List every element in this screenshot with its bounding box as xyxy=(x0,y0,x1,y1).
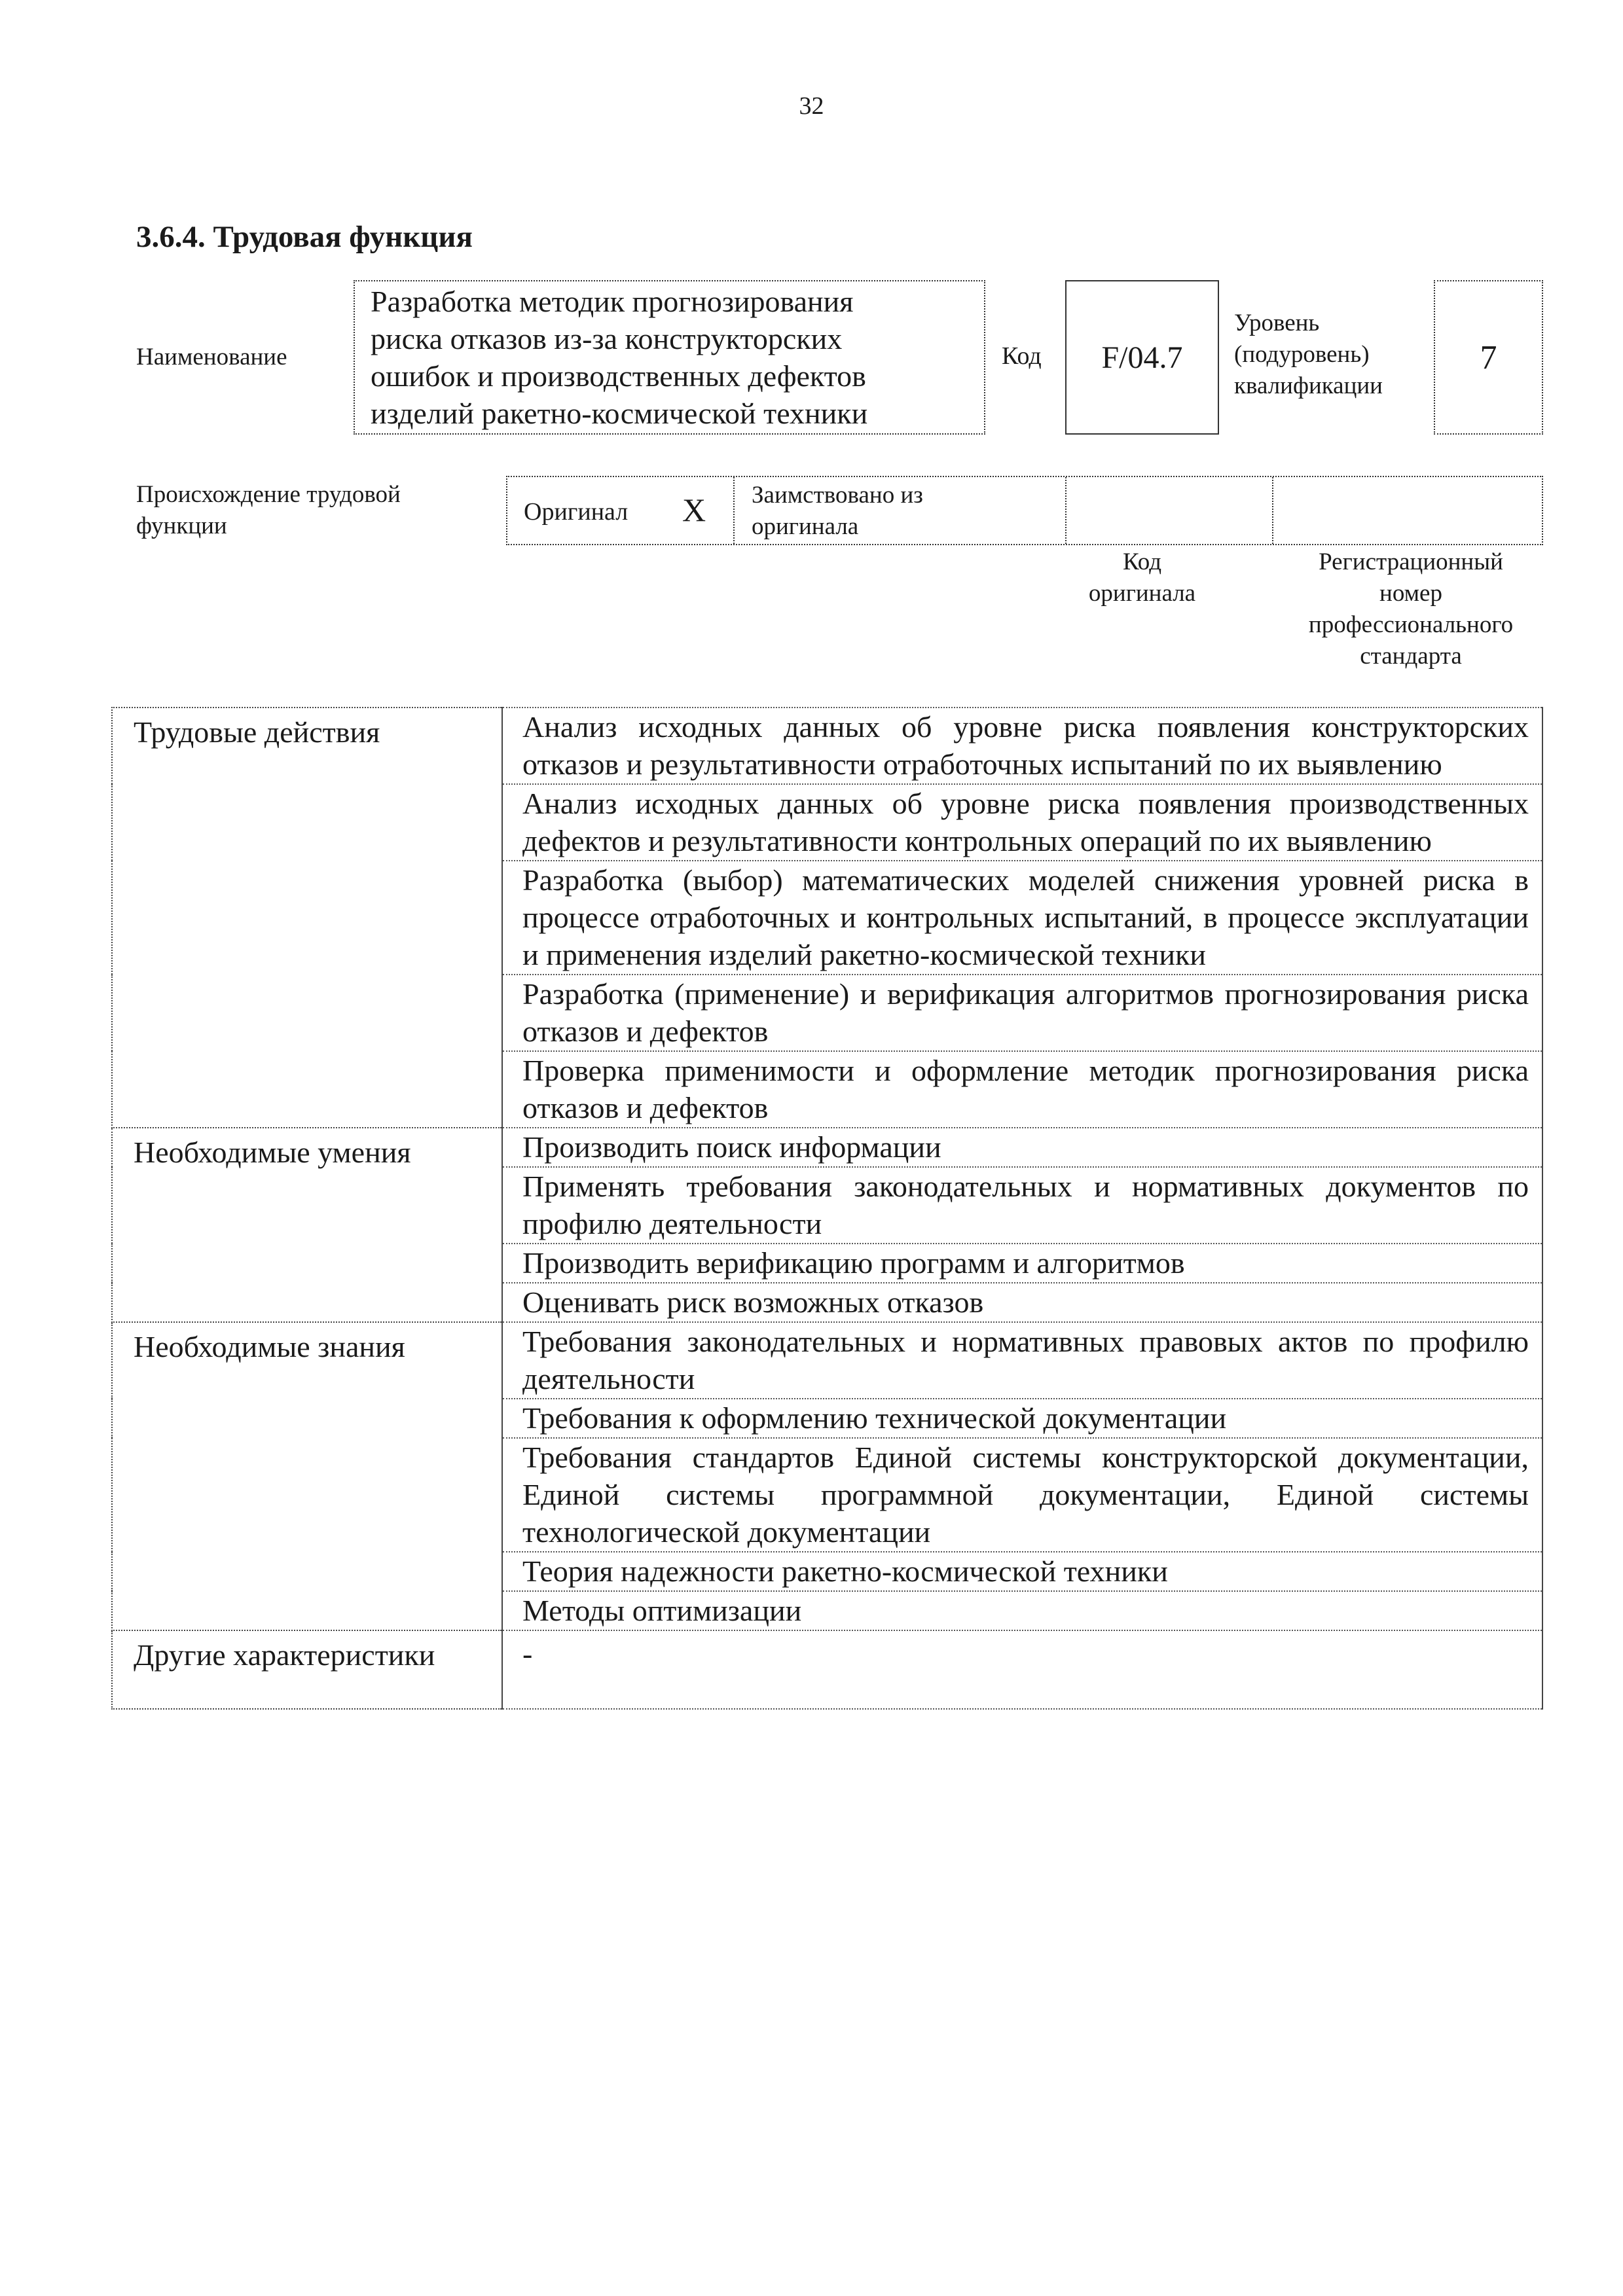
other-characteristics-label: Другие характеристики xyxy=(112,1630,502,1709)
origin-label xyxy=(136,479,464,542)
skill-item: Производить поиск информации xyxy=(502,1128,1542,1167)
code-value: F/04.7 xyxy=(1065,280,1219,435)
labor-action-item: Разработка (выбор) математических моделей снижения уровней риска в процессе отработочных и контрольных испытаний, в процессе эксплуатации и применения изделий ракетно-космической техники xyxy=(502,861,1542,975)
function-name-box xyxy=(354,280,985,435)
code-label: Код xyxy=(1002,342,1042,370)
level-label xyxy=(1234,308,1383,402)
labor-action-item: Проверка применимости и оформление методик прогнозирования риска отказов и дефектов xyxy=(502,1051,1542,1128)
skill-item: Оценивать риск возможных отказов xyxy=(502,1283,1542,1322)
knowledge-label: Необходимые знания xyxy=(112,1322,502,1630)
skill-item: Производить верификацию программ и алгоритмов xyxy=(502,1244,1542,1283)
caption-line: номер xyxy=(1379,580,1442,607)
labor-action-item: Анализ исходных данных об уровне риска появления конструкторских отказов и результативности отработочных испытаний по их выявлению xyxy=(502,708,1542,784)
origin-divider xyxy=(1272,477,1273,544)
caption-line: Регистрационный xyxy=(1319,548,1503,575)
labor-actions-label: Трудовые действия xyxy=(112,708,502,1128)
original-mark: X xyxy=(682,492,706,528)
name-label: Наименование xyxy=(136,344,287,370)
skills-label: Необходимые умения xyxy=(112,1128,502,1322)
origin-divider xyxy=(1065,477,1067,544)
knowledge-item: Требования к оформлению технической документации xyxy=(502,1399,1542,1438)
function-name-line: Разработка методик прогнозирования xyxy=(371,285,854,318)
origin-label-line: функции xyxy=(136,512,227,539)
table-row xyxy=(112,1128,1542,1167)
labor-action-item: Разработка (применение) и верификация алгоритмов прогнозирования риска отказов и дефектов xyxy=(502,975,1542,1051)
section-title: 3.6.4. Трудовая функция xyxy=(136,220,473,254)
origin-divider xyxy=(733,477,735,544)
borrowed-label xyxy=(752,480,923,543)
skill-item: Применять требования законодательных и нормативных документов по профилю деятельности xyxy=(502,1167,1542,1244)
caption-line: профессионального xyxy=(1308,611,1514,638)
knowledge-item: Теория надежности ракетно-космической техники xyxy=(502,1552,1542,1591)
knowledge-item: Требования законодательных и нормативных правовых актов по профилю деятельности xyxy=(502,1322,1542,1399)
caption-line: оригинала xyxy=(1088,580,1196,607)
level-label-line: квалификации xyxy=(1234,372,1383,399)
caption-line: Код xyxy=(1122,548,1162,575)
borrowed-label-line: оригинала xyxy=(752,513,859,540)
level-label-line: (подуровень) xyxy=(1234,341,1370,368)
caption-line: стандарта xyxy=(1360,643,1462,670)
table-row xyxy=(112,1630,1542,1709)
function-details-table xyxy=(111,707,1543,1710)
origin-label-line: Происхождение трудовой xyxy=(136,481,401,508)
borrowed-label-line: Заимствовано из xyxy=(752,482,923,509)
function-name-line: изделий ракетно-космической техники xyxy=(371,397,868,430)
table-row xyxy=(112,1322,1542,1399)
registration-number-caption xyxy=(1280,547,1542,672)
origin-row xyxy=(506,476,1543,545)
knowledge-item: Методы оптимизации xyxy=(502,1591,1542,1630)
other-characteristics-value: - xyxy=(502,1630,1542,1709)
function-name-line: ошибок и производственных дефектов xyxy=(371,359,866,393)
function-name-line: риска отказов из-за конструкторских xyxy=(371,322,843,355)
level-value: 7 xyxy=(1434,280,1543,435)
page-number: 32 xyxy=(799,92,824,120)
table-row xyxy=(112,708,1542,784)
level-label-line: Уровень xyxy=(1234,310,1320,336)
original-code-caption xyxy=(1065,547,1219,609)
original-label: Оригинал xyxy=(524,498,629,526)
knowledge-item: Требования стандартов Единой системы конструкторской документации, Единой системы программной документации, Единой системы технологической документации xyxy=(502,1438,1542,1552)
labor-action-item: Анализ исходных данных об уровне риска появления производственных дефектов и результативности контрольных операций по их выявлению xyxy=(502,784,1542,861)
